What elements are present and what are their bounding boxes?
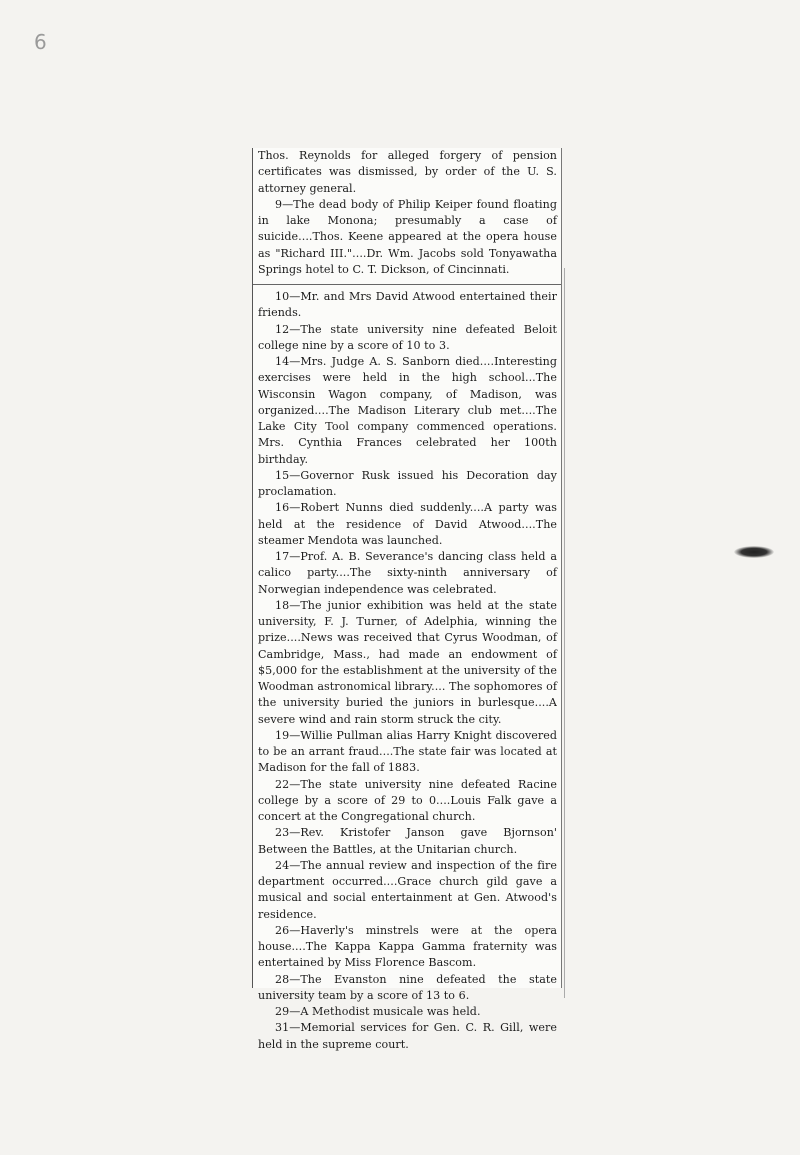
entry-day-14: 14—Mrs. Judge A. S. Sanborn died....Interesting exercises were held in the high school...The Wisconsin Wagon company, of Madison, was organized....The Madison Literary club met....The Lake City Tool company commenced operations. Mrs. Cynthia Frances celebrated her 100th birthday.	[258, 355, 557, 466]
entry-day-12: 12—The state university nine defeated Beloit college nine by a score of 10 to 3.	[258, 322, 557, 352]
entry-day-26: 26—Haverly's minstrels were at the opera house....The Kappa Kappa Gamma fraternity was entertained by Miss Florence Bascom.	[258, 923, 557, 970]
entry-day-18: 18—The junior exhibition was held at the state university, F. J. Turner, of Adelphia, winning the prize....News was received that Cyrus Woodman, of Cambridge, Mass., had made an endowment of $5,000 for the establishment at the university of the Woodman astronomical library.... The sophomores of the university buried the juniors in burlesque....A severe wind and rain storm struck the city.	[258, 598, 557, 726]
entry-day-9: 9—The dead body of Philip Keiper found floating in lake Monona; presumably a case of suicide....Thos. Keene appeared at the opera house as "Richard III."....Dr. Wm. Jacobs sold Tonyawatha Springs hotel to C. T. Dickson, of Cincinnati.	[258, 197, 557, 276]
clipping-text	[258, 148, 557, 1053]
ink-smudge	[734, 546, 774, 558]
entry-day-24: 24—The annual review and inspection of the fire department occurred....Grace church gild gave a musical and social entertainment at Gen. Atwood's residence.	[258, 858, 557, 921]
newspaper-clipping	[252, 148, 562, 1051]
entry-day-19: 19—Willie Pullman alias Harry Knight discovered to be an arrant fraud....The state fair was located at Madison for the fall of 1883.	[258, 728, 557, 775]
entry-day-10: 10—Mr. and Mrs David Atwood entertained their friends.	[258, 290, 557, 320]
entry-day-23: 23—Rev. Kristofer Janson gave Bjornson' Between the Battles, at the Unitarian church.	[258, 826, 557, 856]
clipping-divider	[253, 284, 561, 285]
page-number-mark: 6	[34, 30, 47, 54]
entry-day-31: 31—Memorial services for Gen. C. R. Gill, were held in the supreme court.	[258, 1021, 557, 1051]
entry-day-28: 28—The Evanston nine defeated the state university team by a score of 13 to 6.	[258, 972, 557, 1002]
entry-day-29: 29—A Methodist musicale was held.	[275, 1005, 481, 1018]
entry-day-15: 15—Governor Rusk issued his Decoration day proclamation.	[258, 468, 557, 498]
entry-day-16: 16—Robert Nunns died suddenly....A party was held at the residence of David Atwood....The steamer Mendota was launched.	[258, 501, 557, 547]
entry-day-17: 17—Prof. A. B. Severance's dancing class held a calico party....The sixty-ninth anniversary of Norwegian independence was celebrated.	[258, 550, 557, 596]
entry-day-22: 22—The state university nine defeated Racine college by a score of 29 to 0....Louis Falk gave a concert at the Congregational church.	[258, 777, 557, 823]
entry-continuation: Thos. Reynolds for alleged forgery of pension certificates was dismissed, by order of the U. S. attorney general.	[258, 149, 557, 195]
